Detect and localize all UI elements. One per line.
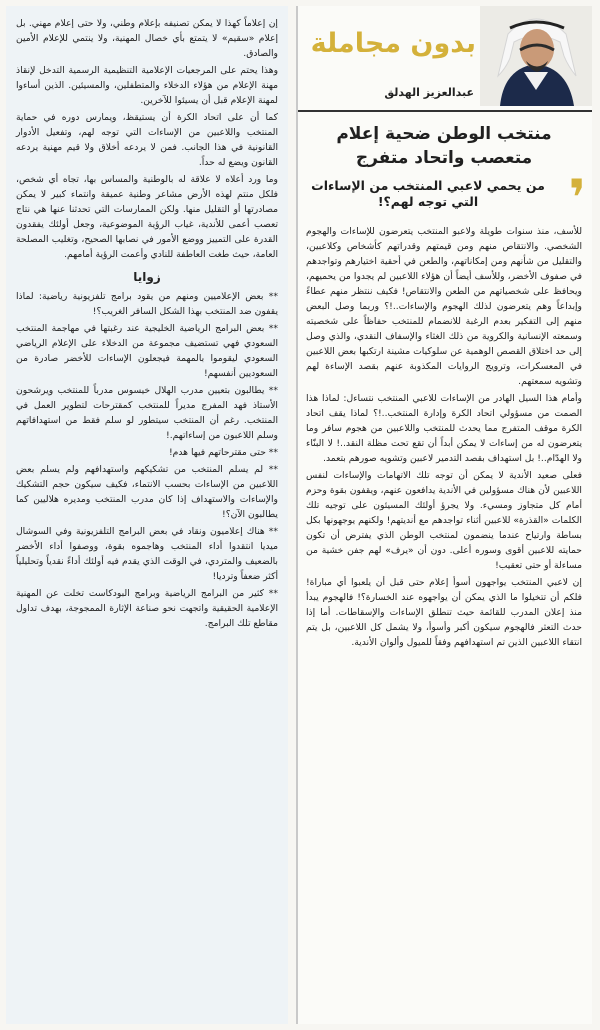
- zawaya-item: ** كثير من البرامج الرياضية وبرامج البودكاست تخلت عن المهنية الإعلامية الحقيقية واتجهت نحو صناعة الإثارة الممجوجة، بهدف تداول مقاطع تلك البرامج.: [16, 588, 278, 629]
- headline-line-2: متعصب واتحاد متفرج: [355, 148, 533, 168]
- paragraph: وما ورد أعلاه لا علاقة له بالوطنية والمساس بها، تجاه أي شخص، فلكل منتم لهذه الأرض مشاعر وطنية عميقة وانتماء كبير لا يمكن مصادرتها أو التقليل منها. ولكن الممارسات التي تحدثنا عنها هي نتاج تعصب أعمى للأندية، غياب الرؤية الموضوعية، وجعل أولئك يفقدون القدرة على التمييز ووضع الأمور في نصابها الصحيح، وتغليب المصلحة العامة، حيث طغت العاطفة للنادي وأعمت الرؤية أمامهم.: [16, 174, 278, 260]
- author-name: عبدالعزيز الهدلق: [384, 86, 474, 99]
- zawaya-title: زوايا: [133, 270, 161, 284]
- article-headline: [304, 122, 584, 170]
- subheadline-block: [302, 169, 586, 227]
- zawaya-item: ** حتى مقترحاتهم فيها هدم!: [168, 447, 278, 458]
- zawaya-item: ** بعض البرامج الرياضية الخليجية عند رغبتها في مهاجمة المنتخب السعودي فهي تستضيف مجموعة من الدخلاء على الإعلام الرياضي السعودي ليقوموا بالمهمة فيجعلون الإساءات للأخضر صادرة من السعوديين أنفسهم!: [16, 323, 278, 379]
- paragraph: إن إعلاماً كهذا لا يمكن تصنيفه بإعلام وطني، ولا حتى إعلام مهني. بل إعلام «سقيم» لا يتمتع بأي خصال المهنية، ولا ينتمي للإعلام الأمين والصادق.: [16, 18, 278, 59]
- paragraph: وأمام هذا السيل الهادر من الإساءات للاعبي المنتخب نتساءل: لماذا هذا الصمت من مسؤولي اتحاد الكرة وإدارة المنتخب..!؟ لماذا يقف اتحاد الكرة موقف المتفرج مما يحدث للمنتخب واللاعبين من هجوم سافر وما يتعرضون له من إساءات لا يمكن أبداً أن تقع تحت مظلة النقد..! لا البنّاء ولا الهدّام..! بل استهداف بقصد التدمير لاعبين وتشويه صورهم بتعمد.: [306, 393, 582, 464]
- column-title: بدون مجاملة: [310, 28, 476, 59]
- continuation-column: [6, 6, 288, 1024]
- article-subheadline: من يحمي لاعبي المنتخب من الإساءات التي توجه لهم؟!: [311, 178, 545, 209]
- author-portrait: [480, 6, 592, 106]
- article-body-left: [16, 16, 278, 631]
- quote-mark-icon: ❜: [568, 169, 586, 227]
- zawaya-list: [16, 289, 278, 631]
- column-divider: [296, 6, 298, 1024]
- headline-line-1: منتخب الوطن ضحية إعلام: [336, 124, 552, 144]
- zawaya-item: ** يطالبون بتعيين مدرب الهلال خيسوس مدرباً للمنتخب ويرشحون الأستاذ فهد المفرج مديراً للمنتخب كمقترحات لتطوير العمل في المنتخب. رغم أن المنتخب سيتطور لو سلم فقط من استهدافاتهم وسلم اللاعبون من إساءاتهم.!: [16, 385, 278, 441]
- paragraph: للأسف، منذ سنوات طويلة ولاعبو المنتخب يتعرضون للإساءات والهجوم الشخصي. والانتقاص منهم ومن قيمتهم وقدراتهم كأشخاص وكلاعبين، والتقليل من شأنهم ومن إمكاناتهم، والطعن في أحقية اختيارهم وتواجدهم في صفوف الأخضر، وللأسف أيضاً أن هؤلاء اللاعبين لم يجدوا من يحميهم، ويحافظ على شخصياتهم من الطعن والانتقاص! فكيف ننتظر منهم عطاءً وإبداعاً وهم يتعرضون لذلك الهجوم والإساءات..!؟ وربما وصل البعض منهم إلى التفكير بعدم الرغبة للانضمام للمنتخب حفاظاً على شخصيته وسمعته الإنسانية والكروية من ذلك الغثاء والإسفاف النقدي، والذي وصل إلى حد اختلاق القصص الوهمية عن سلوكيات مشينة ارتكبها بعض اللاعبين في المعسكرات، وترويج الروايات المكذوبة عنهم بقصد الإساءة لهم وتشويه سمعتهم.: [306, 226, 582, 387]
- column-header: [296, 6, 592, 112]
- article-body-right: [306, 224, 582, 650]
- paragraph: فعلى صعيد الأندية لا يمكن أن توجه تلك الاتهامات والإساءات لنفس اللاعبين لأن هناك مسؤولين في الأندية يدافعون عنهم، ويقفون بقوة وحزم أمام كل متجاوز ومسيء. ولا يجرؤ أولئك المسيئون على توجيه تلك الكلمات «القذرة» للاعبين أثناء تواجدهم مع أنديتهم! ولكنهم يوجهونها بكل بساطة وارتياح عندما ينضمون لمنتخب الوطن الذي يفترض أن تكون حمايته للاعبين أقوى وسوره أعلى. دون أن «يرف» لهم جفن خشية من مساءلة أو حتى تعقيب!: [306, 470, 582, 571]
- author-portrait-image: [480, 6, 592, 106]
- paragraph: إن لاعبي المنتخب يواجهون أسوأ إعلام حتى قبل أن يلعبوا أي مباراة! فلكم أن تتخيلوا ما الذي يمكن أن يواجهوه عند الخسارة؟! فالهجوم يبدأ منذ إعلان المدرب للقائمة حيث تنطلق الإساءات والإسقاطات. أما إذا حدث التعثر فالهجوم سيكون أكبر وأسوأ، ولا يشمل كل اللاعبين، بل يتم انتقاء اللاعبين الذين تم استهدافهم وفقاً للميول وألوان الأندية.: [306, 577, 582, 648]
- paragraph: كما أن على اتحاد الكرة أن يستيقظ، ويمارس دوره في حماية المنتخب واللاعبين من الإساءات التي توجه لهم، وتفعيل الأدوار القانونية في هذا الجانب. فمن لا يردعه أخلاق ولا قيم مهنية يردعه القانون ويضع له حداً.: [16, 112, 278, 168]
- zawaya-item: ** بعض الإعلاميين ومنهم من يقود برامج تلفزيونية رياضية: لماذا يقفون ضد المنتخب بهذا الشكل السافر الغريب؟!: [16, 291, 278, 317]
- zawaya-item: ** لم يسلم المنتخب من تشكيكهم واستهدافهم ولم يسلم بعض اللاعبين من الإساءات بحسب الانتماء، فكيف سيكون حجم التشكيك والإساءات والاستهداف إذا كان مدرب المنتخب ومديره هلاليين كما يطالبون الآن؟!: [16, 464, 278, 520]
- paragraph: وهذا يحتم على المرجعيات الإعلامية التنظيمية الرسمية التدخل لإنقاذ مهنة الإعلام من هؤلاء الدخلاء والمتطفلين، والمسيئين. الذين أساءوا لمهنة الإعلام قبل أن يسيئوا للآخرين.: [16, 65, 278, 106]
- zawaya-item: ** هناك إعلاميون ونقاد في بعض البرامج التلفزيونية وفي السوشال ميديا انتقدوا أداء المنتخب وهاجموه بقوة، ووصفوا أداء الأخضر بالضعيف والمتردي، في الوقت الذي يقدم فيه أولئك أداءً نقدياً وتحليلياً أكثر ضعفاً وترديا!: [16, 526, 278, 582]
- main-article-column: [296, 6, 592, 1024]
